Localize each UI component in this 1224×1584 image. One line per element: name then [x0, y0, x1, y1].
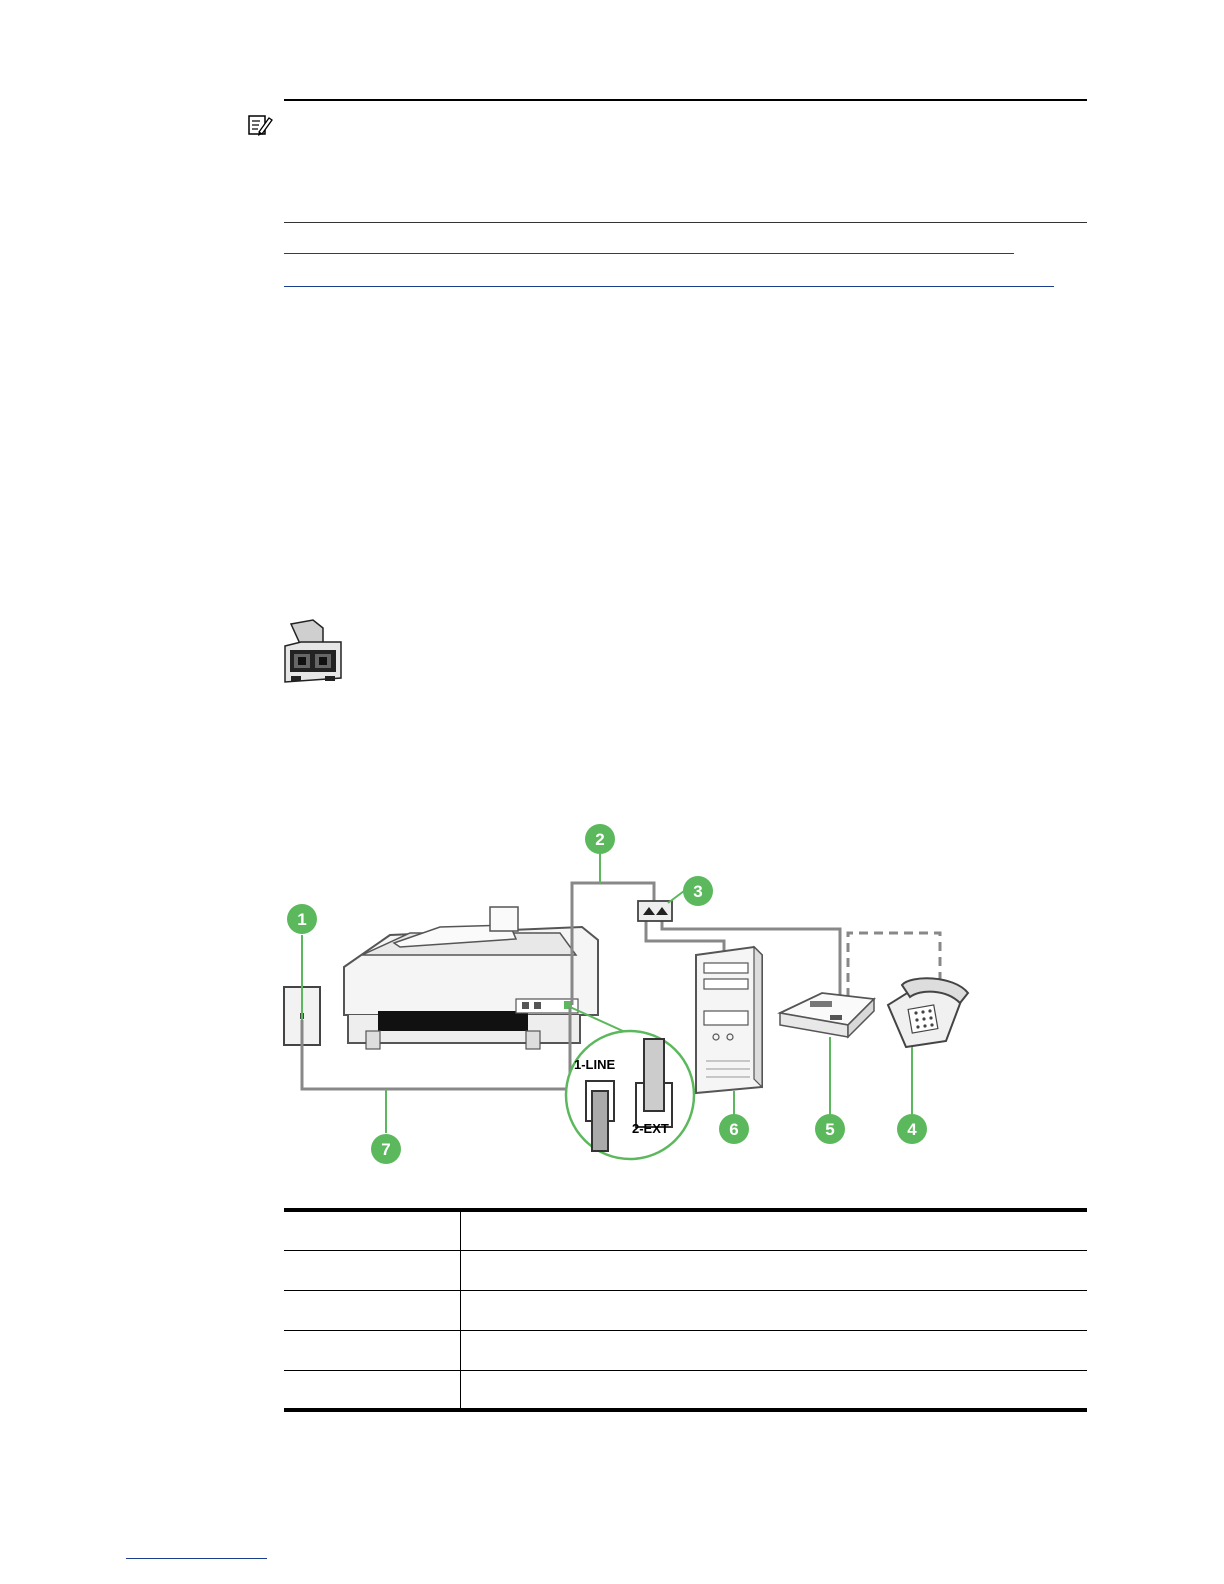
table-row-divider	[284, 1370, 1087, 1371]
svg-text:7: 7	[381, 1140, 391, 1159]
table-row-divider	[284, 1290, 1087, 1291]
telephone	[888, 978, 968, 1047]
computer-tower	[696, 947, 762, 1093]
table-row-divider	[284, 1330, 1087, 1331]
note-top-rule	[284, 99, 1087, 101]
callout-3	[683, 876, 713, 906]
svg-text:4: 4	[907, 1120, 917, 1139]
note-bottom-rule	[284, 222, 1087, 223]
callout-7	[371, 1134, 401, 1164]
port-detail-zoom	[566, 1007, 694, 1159]
table-row-divider	[284, 1250, 1087, 1251]
table-bottom-rule	[284, 1408, 1087, 1412]
port-2-ext-label: 2-EXT	[632, 1121, 669, 1136]
table-top-rule	[284, 1208, 1087, 1212]
callout-2	[585, 824, 615, 854]
callout-5	[815, 1114, 845, 1144]
note-pencil-icon	[247, 112, 273, 138]
svg-text:6: 6	[729, 1120, 739, 1139]
link-underline-1[interactable]	[284, 253, 1014, 254]
svg-text:1: 1	[297, 910, 307, 929]
table-column-divider	[460, 1212, 461, 1408]
connection-diagram	[270, 815, 990, 1175]
port-1-line-label: 1-LINE	[574, 1057, 616, 1072]
link-underline-2[interactable]	[284, 286, 1054, 287]
callout-4	[897, 1114, 927, 1144]
callout-1	[287, 904, 317, 934]
printer	[344, 907, 598, 1049]
splitter-device	[638, 901, 672, 921]
svg-text:5: 5	[825, 1120, 835, 1139]
callout-6	[719, 1114, 749, 1144]
footer-link-underline[interactable]	[126, 1558, 267, 1559]
svg-text:3: 3	[693, 882, 703, 901]
svg-text:2: 2	[595, 830, 605, 849]
parallel-splitter-icon	[283, 618, 343, 686]
answering-machine	[780, 993, 874, 1037]
